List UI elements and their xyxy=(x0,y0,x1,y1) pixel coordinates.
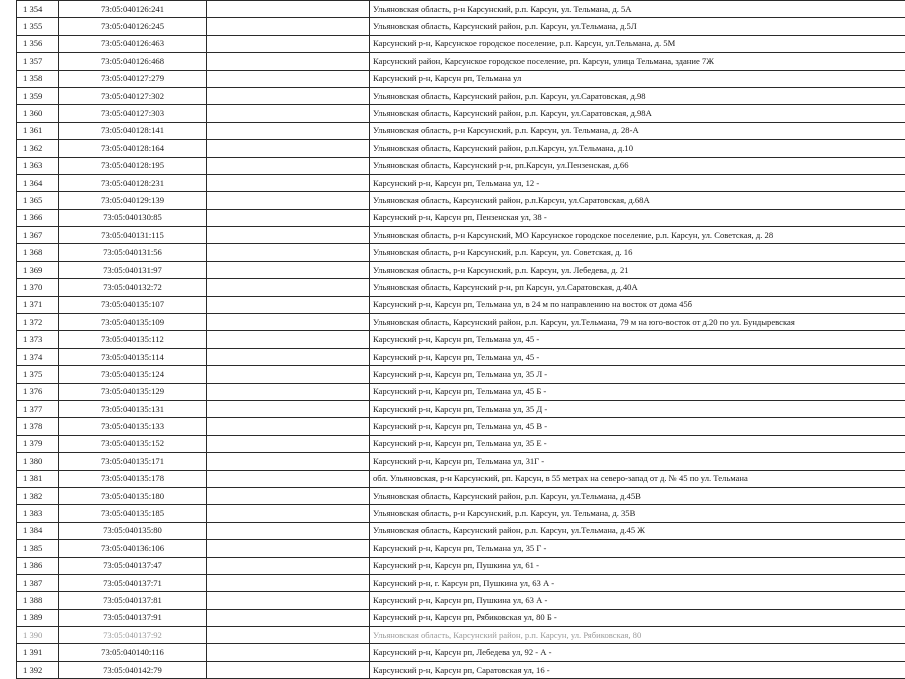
address-cell: Ульяновская область, Карсунский район, р.п. Карсун, ул.Тельмана, д.45 Ж xyxy=(370,522,905,539)
row-number-cell: 1 370 xyxy=(17,279,59,296)
table-row xyxy=(17,435,905,452)
empty-cell xyxy=(207,400,370,417)
empty-cell xyxy=(207,644,370,661)
table-row xyxy=(17,418,905,435)
row-number-cell: 1 387 xyxy=(17,574,59,591)
row-number-cell: 1 363 xyxy=(17,157,59,174)
cadastral-number-cell: 73:05:040126:245 xyxy=(59,18,207,35)
empty-cell xyxy=(207,540,370,557)
address-cell: Карсунский р-н, Карсунское городское поселение, р.п. Карсун, ул.Тельмана, д. 5М xyxy=(370,35,905,52)
table-row xyxy=(17,227,905,244)
empty-cell xyxy=(207,157,370,174)
table-row xyxy=(17,140,905,157)
address-cell: Ульяновская область, Карсунский район, р.п.Карсун, ул.Саратовская, д.68А xyxy=(370,192,905,209)
table-row xyxy=(17,244,905,261)
table-row xyxy=(17,592,905,609)
address-cell: Ульяновская область, р-н Карсунский, р.п. Карсун, ул. Советская, д. 16 xyxy=(370,244,905,261)
table-row xyxy=(17,470,905,487)
address-cell: Ульяновская область, Карсунский район, р.п. Карсун, ул. Рябиковская, 80 xyxy=(370,627,905,644)
row-number-cell: 1 388 xyxy=(17,592,59,609)
cadastral-number-cell: 73:05:040135:124 xyxy=(59,366,207,383)
row-number-cell: 1 355 xyxy=(17,18,59,35)
empty-cell xyxy=(207,140,370,157)
cadastral-table xyxy=(16,0,905,679)
row-number-cell: 1 365 xyxy=(17,192,59,209)
row-number-cell: 1 368 xyxy=(17,244,59,261)
address-cell: Ульяновская область, р-н Карсунский, р.п. Карсун, ул. Тельмана, д. 5А xyxy=(370,1,905,18)
table-row xyxy=(17,400,905,417)
table-row xyxy=(17,487,905,504)
row-number-cell: 1 369 xyxy=(17,261,59,278)
address-cell: Ульяновская область, р-н Карсунский, р.п. Карсун, ул. Тельмана, д. 35В xyxy=(370,505,905,522)
cadastral-number-cell: 73:05:040135:112 xyxy=(59,331,207,348)
table-row xyxy=(17,557,905,574)
row-number-cell: 1 364 xyxy=(17,174,59,191)
table-row xyxy=(17,383,905,400)
address-cell: Карсунский р-н, Карсун рп, Тельмана ул, 35 Г - xyxy=(370,540,905,557)
row-number-cell: 1 386 xyxy=(17,557,59,574)
row-number-cell: 1 375 xyxy=(17,366,59,383)
cadastral-number-cell: 73:05:040126:463 xyxy=(59,35,207,52)
empty-cell xyxy=(207,661,370,678)
address-cell: Ульяновская область, Карсунский район, р.п. Карсун, ул.Тельмана, д.5Л xyxy=(370,18,905,35)
empty-cell xyxy=(207,35,370,52)
address-cell: Карсунский р-н, г. Карсун рп, Пушкина ул, 63 А - xyxy=(370,574,905,591)
table-row xyxy=(17,366,905,383)
table-row xyxy=(17,609,905,626)
cadastral-number-cell: 73:05:040135:185 xyxy=(59,505,207,522)
address-cell: Карсунский р-н, Карсун рп, Пензенская ул, 38 - xyxy=(370,209,905,226)
empty-cell xyxy=(207,314,370,331)
address-cell: Карсунский р-н, Карсун рп, Тельмана ул, 31Г - xyxy=(370,453,905,470)
empty-cell xyxy=(207,105,370,122)
empty-cell xyxy=(207,18,370,35)
cadastral-number-cell: 73:05:040135:133 xyxy=(59,418,207,435)
empty-cell xyxy=(207,279,370,296)
table-row xyxy=(17,18,905,35)
address-cell: Карсунский р-н, Карсун рп, Тельмана ул, 45 - xyxy=(370,348,905,365)
address-cell: Карсунский район, Карсунское городское поселение, рп. Карсун, улица Тельмана, здание 7Ж xyxy=(370,53,905,70)
row-number-cell: 1 372 xyxy=(17,314,59,331)
row-number-cell: 1 360 xyxy=(17,105,59,122)
cadastral-number-cell: 73:05:040137:47 xyxy=(59,557,207,574)
empty-cell xyxy=(207,627,370,644)
cadastral-number-cell: 73:05:040126:468 xyxy=(59,53,207,70)
address-cell: Карсунский р-н, Карсун рп, Тельмана ул, 45 В - xyxy=(370,418,905,435)
address-cell: Ульяновская область, Карсунский район, р.п. Карсун, ул.Саратовская, д.98 xyxy=(370,87,905,104)
address-cell: Карсунский р-н, Карсун рп, Тельмана ул, 35 Е - xyxy=(370,435,905,452)
address-cell: Ульяновская область, Карсунский район, р.п.Карсун, ул.Тельмана, д.10 xyxy=(370,140,905,157)
table-row xyxy=(17,87,905,104)
row-number-cell: 1 374 xyxy=(17,348,59,365)
empty-cell xyxy=(207,192,370,209)
address-cell: Карсунский р-н, Карсун рп, Тельмана ул, 12 - xyxy=(370,174,905,191)
empty-cell xyxy=(207,53,370,70)
table-row xyxy=(17,1,905,18)
cadastral-number-cell: 73:05:040136:106 xyxy=(59,540,207,557)
row-number-cell: 1 376 xyxy=(17,383,59,400)
table-body xyxy=(17,1,905,679)
row-number-cell: 1 373 xyxy=(17,331,59,348)
empty-cell xyxy=(207,296,370,313)
empty-cell xyxy=(207,592,370,609)
table-row xyxy=(17,209,905,226)
cadastral-number-cell: 73:05:040128:231 xyxy=(59,174,207,191)
cadastral-number-cell: 73:05:040135:107 xyxy=(59,296,207,313)
cadastral-number-cell: 73:05:040140:116 xyxy=(59,644,207,661)
empty-cell xyxy=(207,383,370,400)
empty-cell xyxy=(207,366,370,383)
cadastral-number-cell: 73:05:040128:164 xyxy=(59,140,207,157)
table-row xyxy=(17,627,905,644)
table-row xyxy=(17,105,905,122)
table-row xyxy=(17,296,905,313)
empty-cell xyxy=(207,87,370,104)
address-cell: Ульяновская область, Карсунский р-н, рп Карсун, ул.Саратовская, д.40А xyxy=(370,279,905,296)
empty-cell xyxy=(207,505,370,522)
cadastral-number-cell: 73:05:040135:131 xyxy=(59,400,207,417)
cadastral-number-cell: 73:05:040127:279 xyxy=(59,70,207,87)
table-row xyxy=(17,574,905,591)
cadastral-number-cell: 73:05:040137:81 xyxy=(59,592,207,609)
row-number-cell: 1 354 xyxy=(17,1,59,18)
cadastral-number-cell: 73:05:040127:302 xyxy=(59,87,207,104)
cadastral-number-cell: 73:05:040137:92 xyxy=(59,627,207,644)
row-number-cell: 1 362 xyxy=(17,140,59,157)
empty-cell xyxy=(207,70,370,87)
cadastral-number-cell: 73:05:040127:303 xyxy=(59,105,207,122)
cadastral-number-cell: 73:05:040132:72 xyxy=(59,279,207,296)
empty-cell xyxy=(207,453,370,470)
empty-cell xyxy=(207,470,370,487)
table-row xyxy=(17,661,905,678)
cadastral-number-cell: 73:05:040135:171 xyxy=(59,453,207,470)
row-number-cell: 1 383 xyxy=(17,505,59,522)
row-number-cell: 1 378 xyxy=(17,418,59,435)
address-cell: Карсунский р-н, Карсун рп, Саратовская ул, 16 - xyxy=(370,661,905,678)
empty-cell xyxy=(207,557,370,574)
address-cell: Ульяновская область, р-н Карсунский, р.п. Карсун, ул. Тельмана, д. 28-А xyxy=(370,122,905,139)
row-number-cell: 1 356 xyxy=(17,35,59,52)
row-number-cell: 1 379 xyxy=(17,435,59,452)
cadastral-number-cell: 73:05:040135:129 xyxy=(59,383,207,400)
row-number-cell: 1 391 xyxy=(17,644,59,661)
row-number-cell: 1 377 xyxy=(17,400,59,417)
cadastral-number-cell: 73:05:040128:195 xyxy=(59,157,207,174)
table-row xyxy=(17,540,905,557)
row-number-cell: 1 361 xyxy=(17,122,59,139)
empty-cell xyxy=(207,522,370,539)
table-row xyxy=(17,192,905,209)
row-number-cell: 1 382 xyxy=(17,487,59,504)
cadastral-number-cell: 73:05:040128:141 xyxy=(59,122,207,139)
address-cell: Карсунский р-н, Карсун рп, Пушкина ул, 61 - xyxy=(370,557,905,574)
table-row xyxy=(17,644,905,661)
row-number-cell: 1 392 xyxy=(17,661,59,678)
empty-cell xyxy=(207,487,370,504)
cadastral-number-cell: 73:05:040137:71 xyxy=(59,574,207,591)
address-cell: Карсунский р-н, Карсун рп, Тельмана ул, 45 - xyxy=(370,331,905,348)
table-row xyxy=(17,522,905,539)
table-row xyxy=(17,279,905,296)
cadastral-number-cell: 73:05:040135:109 xyxy=(59,314,207,331)
cadastral-number-cell: 73:05:040131:56 xyxy=(59,244,207,261)
empty-cell xyxy=(207,435,370,452)
table-row xyxy=(17,70,905,87)
cadastral-number-cell: 73:05:040129:139 xyxy=(59,192,207,209)
row-number-cell: 1 371 xyxy=(17,296,59,313)
cadastral-number-cell: 73:05:040137:91 xyxy=(59,609,207,626)
row-number-cell: 1 385 xyxy=(17,540,59,557)
table-row xyxy=(17,314,905,331)
table-row xyxy=(17,505,905,522)
address-cell: Ульяновская область, Карсунский район, р.п. Карсун, ул.Тельмана, 79 м на юго-восток от д.20 по ул. Бундыревская xyxy=(370,314,905,331)
empty-cell xyxy=(207,122,370,139)
cadastral-number-cell: 73:05:040135:178 xyxy=(59,470,207,487)
address-cell: Карсунский р-н, Карсун рп, Тельмана ул xyxy=(370,70,905,87)
row-number-cell: 1 380 xyxy=(17,453,59,470)
empty-cell xyxy=(207,574,370,591)
address-cell: Карсунский р-н, Карсун рп, Тельмана ул, 45 Б - xyxy=(370,383,905,400)
address-cell: Ульяновская область, р-н Карсунский, р.п. Карсун, ул. Лебедева, д. 21 xyxy=(370,261,905,278)
address-cell: Карсунский р-н, Карсун рп, Тельмана ул, 35 Л - xyxy=(370,366,905,383)
table-row xyxy=(17,348,905,365)
row-number-cell: 1 390 xyxy=(17,627,59,644)
row-number-cell: 1 357 xyxy=(17,53,59,70)
address-cell: обл. Ульяновская, р-н Карсунский, рп. Карсун, в 55 метрах на северо-запад от д. № 45 по ул. Тельмана xyxy=(370,470,905,487)
address-cell: Карсунский р-н, Карсун рп, Тельмана ул, в 24 м по направлению на восток от дома 45б xyxy=(370,296,905,313)
empty-cell xyxy=(207,209,370,226)
document-page xyxy=(16,0,896,679)
cadastral-number-cell: 73:05:040131:97 xyxy=(59,261,207,278)
address-cell: Ульяновская область, Карсунский р-н, рп.Карсун, ул.Пензенская, д.66 xyxy=(370,157,905,174)
empty-cell xyxy=(207,227,370,244)
cadastral-number-cell: 73:05:040135:114 xyxy=(59,348,207,365)
empty-cell xyxy=(207,348,370,365)
empty-cell xyxy=(207,331,370,348)
address-cell: Карсунский р-н, Карсун рп, Тельмана ул, 35 Д - xyxy=(370,400,905,417)
table-row xyxy=(17,157,905,174)
cadastral-number-cell: 73:05:040142:79 xyxy=(59,661,207,678)
address-cell: Карсунский р-н, Карсун рп, Рябиковская ул, 80 Б - xyxy=(370,609,905,626)
cadastral-number-cell: 73:05:040135:80 xyxy=(59,522,207,539)
cadastral-number-cell: 73:05:040135:152 xyxy=(59,435,207,452)
cadastral-number-cell: 73:05:040126:241 xyxy=(59,1,207,18)
empty-cell xyxy=(207,244,370,261)
address-cell: Ульяновская область, Карсунский район, р.п. Карсун, ул.Саратовская, д.98А xyxy=(370,105,905,122)
row-number-cell: 1 384 xyxy=(17,522,59,539)
table-row xyxy=(17,261,905,278)
cadastral-number-cell: 73:05:040131:115 xyxy=(59,227,207,244)
table-row xyxy=(17,453,905,470)
row-number-cell: 1 366 xyxy=(17,209,59,226)
table-row xyxy=(17,174,905,191)
address-cell: Карсунский р-н, Карсун рп, Лебедева ул, 92 - А - xyxy=(370,644,905,661)
empty-cell xyxy=(207,174,370,191)
row-number-cell: 1 381 xyxy=(17,470,59,487)
row-number-cell: 1 367 xyxy=(17,227,59,244)
empty-cell xyxy=(207,418,370,435)
table-row xyxy=(17,122,905,139)
row-number-cell: 1 358 xyxy=(17,70,59,87)
address-cell: Ульяновская область, р-н Карсунский, МО Карсунское городское поселение, р.п. Карсун, ул. Советская, д. 28 xyxy=(370,227,905,244)
table-row xyxy=(17,35,905,52)
empty-cell xyxy=(207,609,370,626)
cadastral-number-cell: 73:05:040130:85 xyxy=(59,209,207,226)
empty-cell xyxy=(207,1,370,18)
row-number-cell: 1 359 xyxy=(17,87,59,104)
empty-cell xyxy=(207,261,370,278)
address-cell: Ульяновская область, Карсунский район, р.п. Карсун, ул.Тельмана, д.45В xyxy=(370,487,905,504)
table-row xyxy=(17,331,905,348)
table-row xyxy=(17,53,905,70)
address-cell: Карсунский р-н, Карсун рп, Пушкина ул, 63 А - xyxy=(370,592,905,609)
row-number-cell: 1 389 xyxy=(17,609,59,626)
cadastral-number-cell: 73:05:040135:180 xyxy=(59,487,207,504)
